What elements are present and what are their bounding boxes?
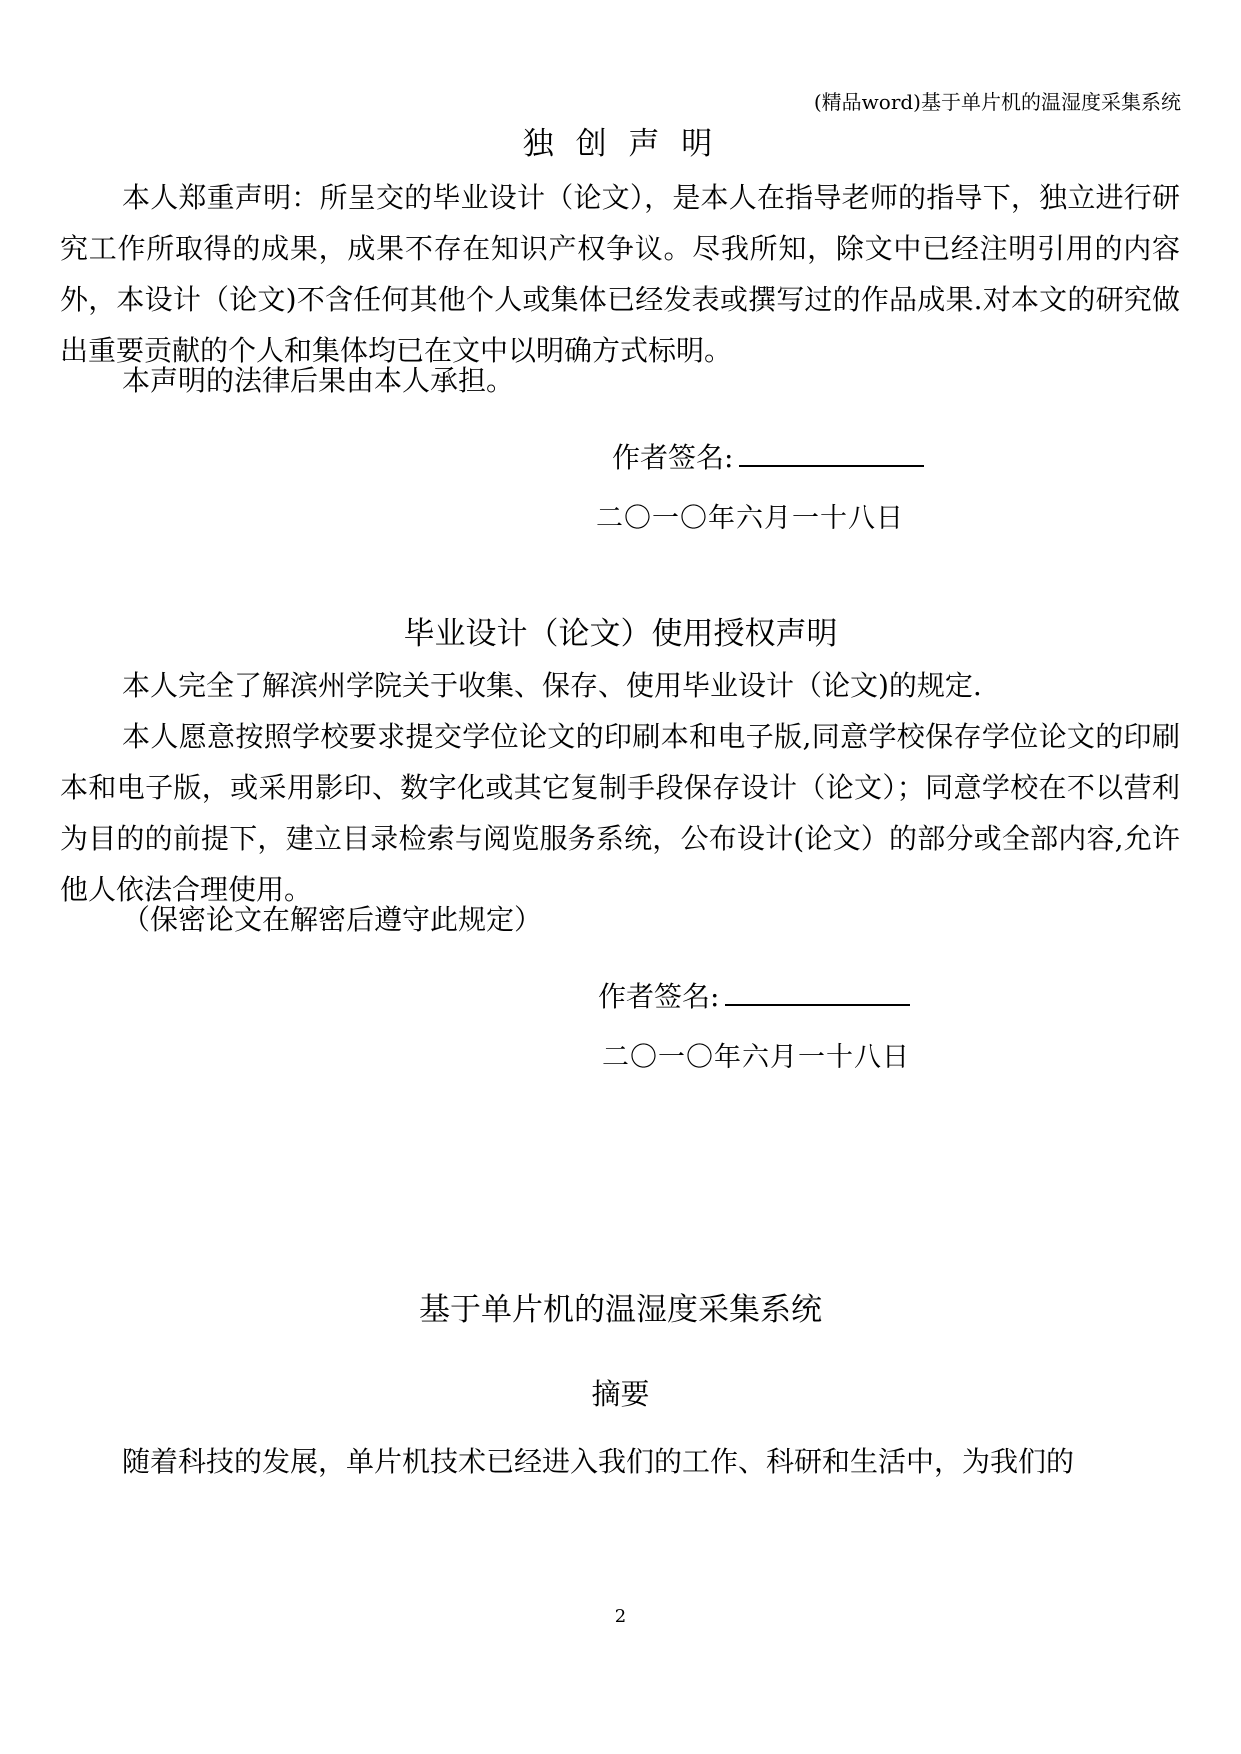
- authorization-paragraph-2: 本人愿意按照学校要求提交学位论文的印刷本和电子版,同意学校保存学位论文的印刷本和电子版，或采用影印、数字化或其它复制手段保存设计（论文）；同意学校在不以营利为目的的前提下，建立目录检索与阅览服务系统，公布设计(论文）的部分或全部内容,允许他人依法合理使用。: [60, 720, 1180, 906]
- abstract-heading: 摘要: [591, 1377, 650, 1411]
- declaration-paragraph-1: 本人郑重声明：所呈交的毕业设计（论文），是本人在指导老师的指导下，独立进行研究工作所取得的成果，成果不存在知识产权争议。尽我所知，除文中已经注明引用的内容外，本设计（论文)不含任何其他个人或集体已经发表或撰写过的作品成果.对本文的研究做出重要贡献的个人和集体均已在文中以明确方式标明。: [60, 181, 1180, 367]
- authorization-paragraph-3: （保密论文在解密后遵守此规定）: [122, 903, 543, 936]
- page-number: 2: [614, 1606, 627, 1627]
- authorization-date: 二〇一〇年六月一十八日: [602, 1042, 910, 1073]
- declaration-title: 独 创 声 明: [522, 126, 719, 162]
- declaration-paragraph-2: 本声明的法律后果由本人承担。: [122, 364, 515, 397]
- authorization-paragraph-1: 本人完全了解滨州学院关于收集、保存、使用毕业设计（论文)的规定.: [122, 669, 982, 702]
- signature-label: 作者签名:: [598, 980, 720, 1013]
- authorization-signature: [598, 975, 910, 1015]
- thesis-title: 基于单片机的温湿度采集系统: [419, 1292, 822, 1328]
- signature-label: 作者签名:: [612, 441, 734, 474]
- abstract-first-line: 随着科技的发展，单片机技术已经进入我们的工作、科研和生活中，为我们的: [122, 1445, 1075, 1478]
- signature-line: [739, 441, 924, 467]
- authorization-title: 毕业设计（论文）使用授权声明: [403, 616, 838, 652]
- declaration-date: 二〇一〇年六月一十八日: [596, 503, 904, 534]
- declaration-signature: [612, 436, 924, 476]
- signature-line: [725, 980, 910, 1006]
- running-header: (精品word)基于单片机的温湿度采集系统: [813, 90, 1181, 114]
